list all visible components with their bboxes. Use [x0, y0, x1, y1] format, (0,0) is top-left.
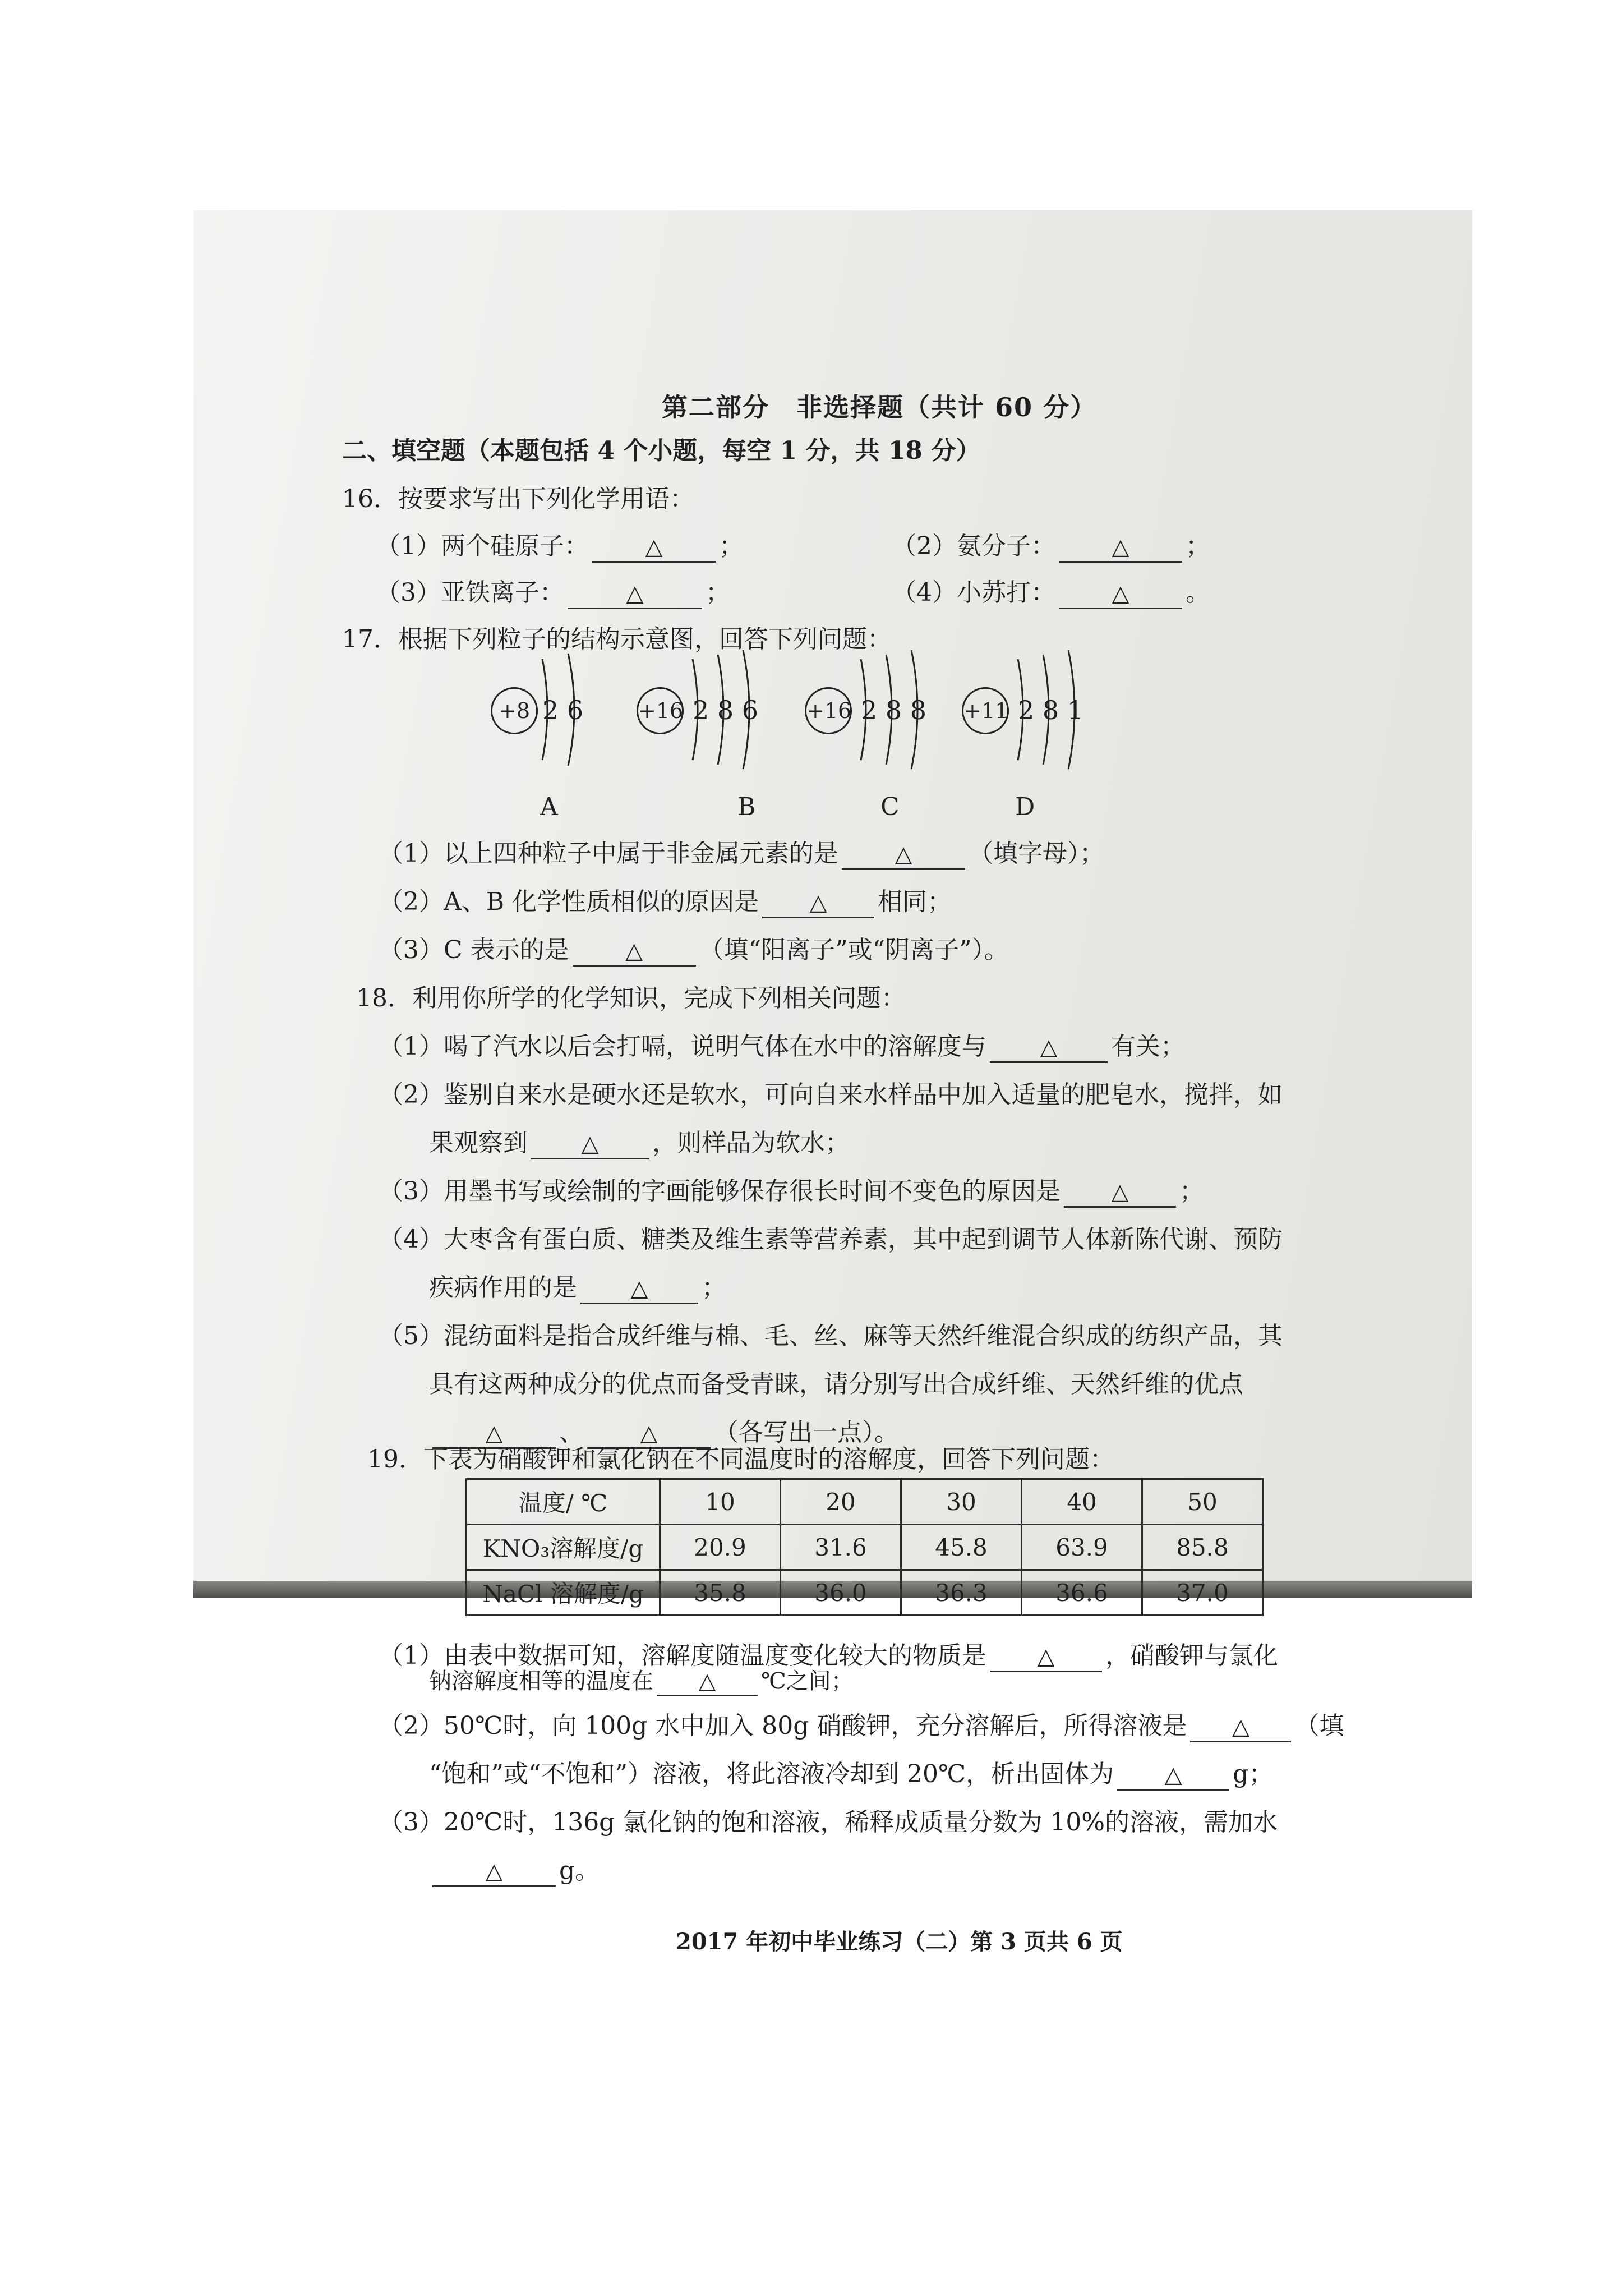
q19-p2-text: （2）50℃时，向 100g 水中加入 80g 硝酸钾，充分溶解后，所得溶液是 [379, 1711, 1187, 1740]
answer-blank[interactable] [580, 1276, 698, 1304]
table-cell: 85.8 [1142, 1525, 1263, 1570]
triangle-mark: △ [640, 1420, 658, 1446]
table-cell: 36.0 [781, 1570, 901, 1616]
q16-stem: 16．按要求写出下列化学用语： [342, 485, 694, 513]
q19-part-3b [429, 1850, 600, 1887]
part-title: 第二部分 非选择题（共计 60 分） [662, 392, 1098, 422]
q19-p2-cont: “饱和”或“不饱和”）溶液，将此溶液冷却到 20℃，析出固体为 [429, 1760, 1114, 1788]
q16-part-3: （3）亚铁离子： △ ； [376, 572, 730, 609]
q16-part-4: （4）小苏打： △ 。 [892, 572, 1210, 609]
table-header-cell: 10 [660, 1479, 781, 1525]
q18-part-4b [429, 1267, 726, 1304]
solubility-table [465, 1478, 1264, 1616]
q18-p5-separator: 、 [559, 1418, 584, 1447]
q18-p4-suffix: ； [702, 1273, 726, 1302]
q16-p3-text: （3）亚铁离子： [376, 578, 564, 607]
label-a: A [540, 793, 558, 821]
label-d: D [1015, 793, 1035, 821]
triangle-mark: △ [809, 890, 827, 915]
q18-p3-suffix: ； [1179, 1177, 1204, 1205]
answer-blank[interactable] [1117, 1762, 1229, 1791]
q17-p1-suffix: （填字母）； [969, 839, 1104, 868]
table-row [467, 1570, 1263, 1616]
table-cell: NaCl 溶解度/g [467, 1570, 660, 1616]
q16-part-2: （2）氨分子： △ ； [892, 526, 1210, 563]
table-header-cell: 20 [781, 1479, 901, 1525]
q19-part-2a [379, 1705, 1344, 1742]
table-cell: 36.6 [1022, 1570, 1142, 1616]
table-header-cell: 温度/ ℃ [467, 1479, 660, 1525]
q18-part-2b [429, 1122, 850, 1159]
q17-p2-text: （2）A、B 化学性质相似的原因是 [379, 887, 759, 916]
q17-part-3 [379, 930, 1009, 967]
triangle-mark: △ [626, 581, 644, 606]
q17-p3-suffix: （填“阳离子”或“阴离子”）。 [699, 936, 1009, 964]
q16-p4-text: （4）小苏打： [892, 578, 1055, 607]
q19-p1-suffix: ，硝酸钾与氯化 [1105, 1641, 1278, 1670]
answer-blank[interactable] [657, 1670, 758, 1696]
triangle-mark: △ [630, 1276, 648, 1301]
table-row [467, 1525, 1263, 1570]
q18-p2-suffix: ，则样品为软水； [652, 1129, 850, 1157]
q19-stem: 19．下表为硝酸钾和氯化钠在不同温度时的溶解度，回答下列问题： [367, 1445, 1114, 1474]
table-cell: 45.8 [901, 1525, 1022, 1570]
nucleus-c: +16 [805, 687, 852, 734]
q18-part-1 [379, 1026, 1185, 1063]
triangle-mark: △ [485, 1420, 503, 1446]
nucleus-a: +8 [491, 687, 538, 734]
q16-part-1: （1）两个硅原子： △ ； [376, 526, 744, 563]
table-cell: 36.3 [901, 1570, 1022, 1616]
shells-c: 2 8 8 [861, 695, 927, 725]
q17-part-1 [379, 833, 1104, 870]
triangle-mark: △ [1040, 1034, 1058, 1060]
label-b: B [737, 793, 756, 821]
answer-blank[interactable] [1059, 534, 1182, 563]
answer-blank[interactable] [762, 890, 874, 918]
q19-p2-end: g； [1233, 1760, 1274, 1788]
table-cell: 37.0 [1142, 1570, 1263, 1616]
q18-p3-text: （3）用墨书写或绘制的字画能够保存很长时间不变色的原因是 [379, 1177, 1061, 1205]
triangle-mark: △ [1037, 1644, 1055, 1669]
table-cell: 35.8 [660, 1570, 781, 1616]
answer-blank[interactable] [1064, 1179, 1176, 1208]
q18-part-5a: （5）混纺面料是指合成纤维与棉、毛、丝、麻等天然纤维混合织成的纺织产品，其 [379, 1322, 1283, 1350]
triangle-mark: △ [1232, 1714, 1249, 1740]
q17-part-2 [379, 881, 952, 918]
table-cell: KNO₃溶解度/g [467, 1525, 660, 1570]
shells-b: 2 8 6 [693, 695, 759, 725]
table-cell: 20.9 [660, 1525, 781, 1570]
q17-stem: 17．根据下列粒子的结构示意图，回答下列问题： [342, 625, 892, 654]
page-footer: 2017 年初中毕业练习（二）第 3 页共 6 页 [676, 1929, 1123, 1955]
table-header-cell: 50 [1142, 1479, 1263, 1525]
triangle-mark: △ [581, 1131, 599, 1157]
triangle-mark: △ [1111, 1179, 1129, 1205]
q18-p1-suffix: 有关； [1111, 1032, 1185, 1061]
answer-blank[interactable] [568, 581, 702, 609]
triangle-mark: △ [625, 938, 643, 964]
table-cell: 31.6 [781, 1525, 901, 1570]
triangle-mark: △ [1112, 581, 1129, 606]
q18-part-4a: （4）大枣含有蛋白质、糖类及维生素等营养素，其中起到调节人体新陈代谢、预防 [379, 1225, 1283, 1254]
q17-p3-text: （3）C 表示的是 [379, 936, 569, 964]
table-cell: 63.9 [1022, 1525, 1142, 1570]
triangle-mark: △ [1112, 534, 1129, 560]
q17-p1-text: （1）以上四种粒子中属于非金属元素的是 [379, 839, 838, 868]
shells-d: 2 8 1 [1018, 695, 1084, 725]
table-header-row [467, 1479, 1263, 1525]
answer-blank[interactable] [990, 1034, 1108, 1063]
q19-p3-suffix: g。 [559, 1856, 600, 1885]
q18-p1-text: （1）喝了汽水以后会打嗝，说明气体在水中的溶解度与 [379, 1032, 986, 1061]
q18-p4-text: 疾病作用的是 [429, 1273, 577, 1302]
q19-p1-text: （1）由表中数据可知，溶解度随温度变化较大的物质是 [379, 1641, 986, 1670]
answer-blank[interactable] [531, 1131, 649, 1159]
q18-stem: 18．利用你所学的化学知识，完成下列相关问题： [356, 984, 906, 1013]
atom-structure-diagrams [491, 648, 1332, 821]
section-title: 二、填空题（本题包括 4 个小题，每空 1 分，共 18 分） [342, 436, 981, 465]
answer-blank[interactable] [1059, 581, 1182, 609]
table-header-cell: 30 [901, 1479, 1022, 1525]
q18-p5-suffix: （各写出一点）。 [714, 1418, 899, 1447]
q18-part-2a: （2）鉴别自来水是硬水还是软水，可向自来水样品中加入适量的肥皂水，搅拌，如 [379, 1080, 1283, 1109]
q18-part-5b: 具有这两种成分的优点而备受青睐，请分别写出合成纤维、天然纤维的优点 [429, 1370, 1243, 1398]
answer-blank[interactable] [1190, 1714, 1291, 1742]
q19-p1-end: ℃之间； [761, 1668, 854, 1694]
q19-p1-cont: 钠溶解度相等的温度在 [429, 1668, 653, 1694]
answer-blank[interactable] [573, 938, 696, 967]
answer-blank[interactable] [432, 1858, 556, 1887]
table-header-cell: 40 [1022, 1479, 1142, 1525]
q17-p2-suffix: 相同； [878, 887, 952, 916]
triangle-mark: △ [1164, 1762, 1182, 1788]
nucleus-b: +16 [637, 687, 684, 734]
triangle-mark: △ [485, 1858, 503, 1884]
shells-a: 2 6 [542, 695, 584, 725]
answer-blank[interactable] [990, 1644, 1102, 1672]
q16-p2-text: （2）氨分子： [892, 532, 1055, 560]
q16-p1-text: （1）两个硅原子： [376, 532, 589, 560]
answer-blank[interactable] [842, 841, 965, 870]
q19-part-2b [429, 1754, 1273, 1791]
q19-p2-suffix: （填 [1294, 1711, 1344, 1740]
q19-part-1b [429, 1663, 854, 1696]
triangle-mark: △ [895, 841, 912, 867]
q18-part-3 [379, 1171, 1204, 1208]
q18-p2-text: 果观察到 [429, 1129, 528, 1157]
exam-page [193, 210, 1472, 1694]
label-c: C [880, 793, 900, 821]
nucleus-d: +11 [962, 687, 1009, 734]
atom-diagram-d [962, 648, 1175, 821]
answer-blank[interactable] [592, 534, 716, 563]
triangle-mark: △ [645, 534, 663, 560]
q19-part-3a: （3）20℃时，136g 氯化钠的饱和溶液，稀释成质量分数为 10%的溶液，需加水 [379, 1808, 1278, 1837]
triangle-mark: △ [698, 1668, 716, 1694]
